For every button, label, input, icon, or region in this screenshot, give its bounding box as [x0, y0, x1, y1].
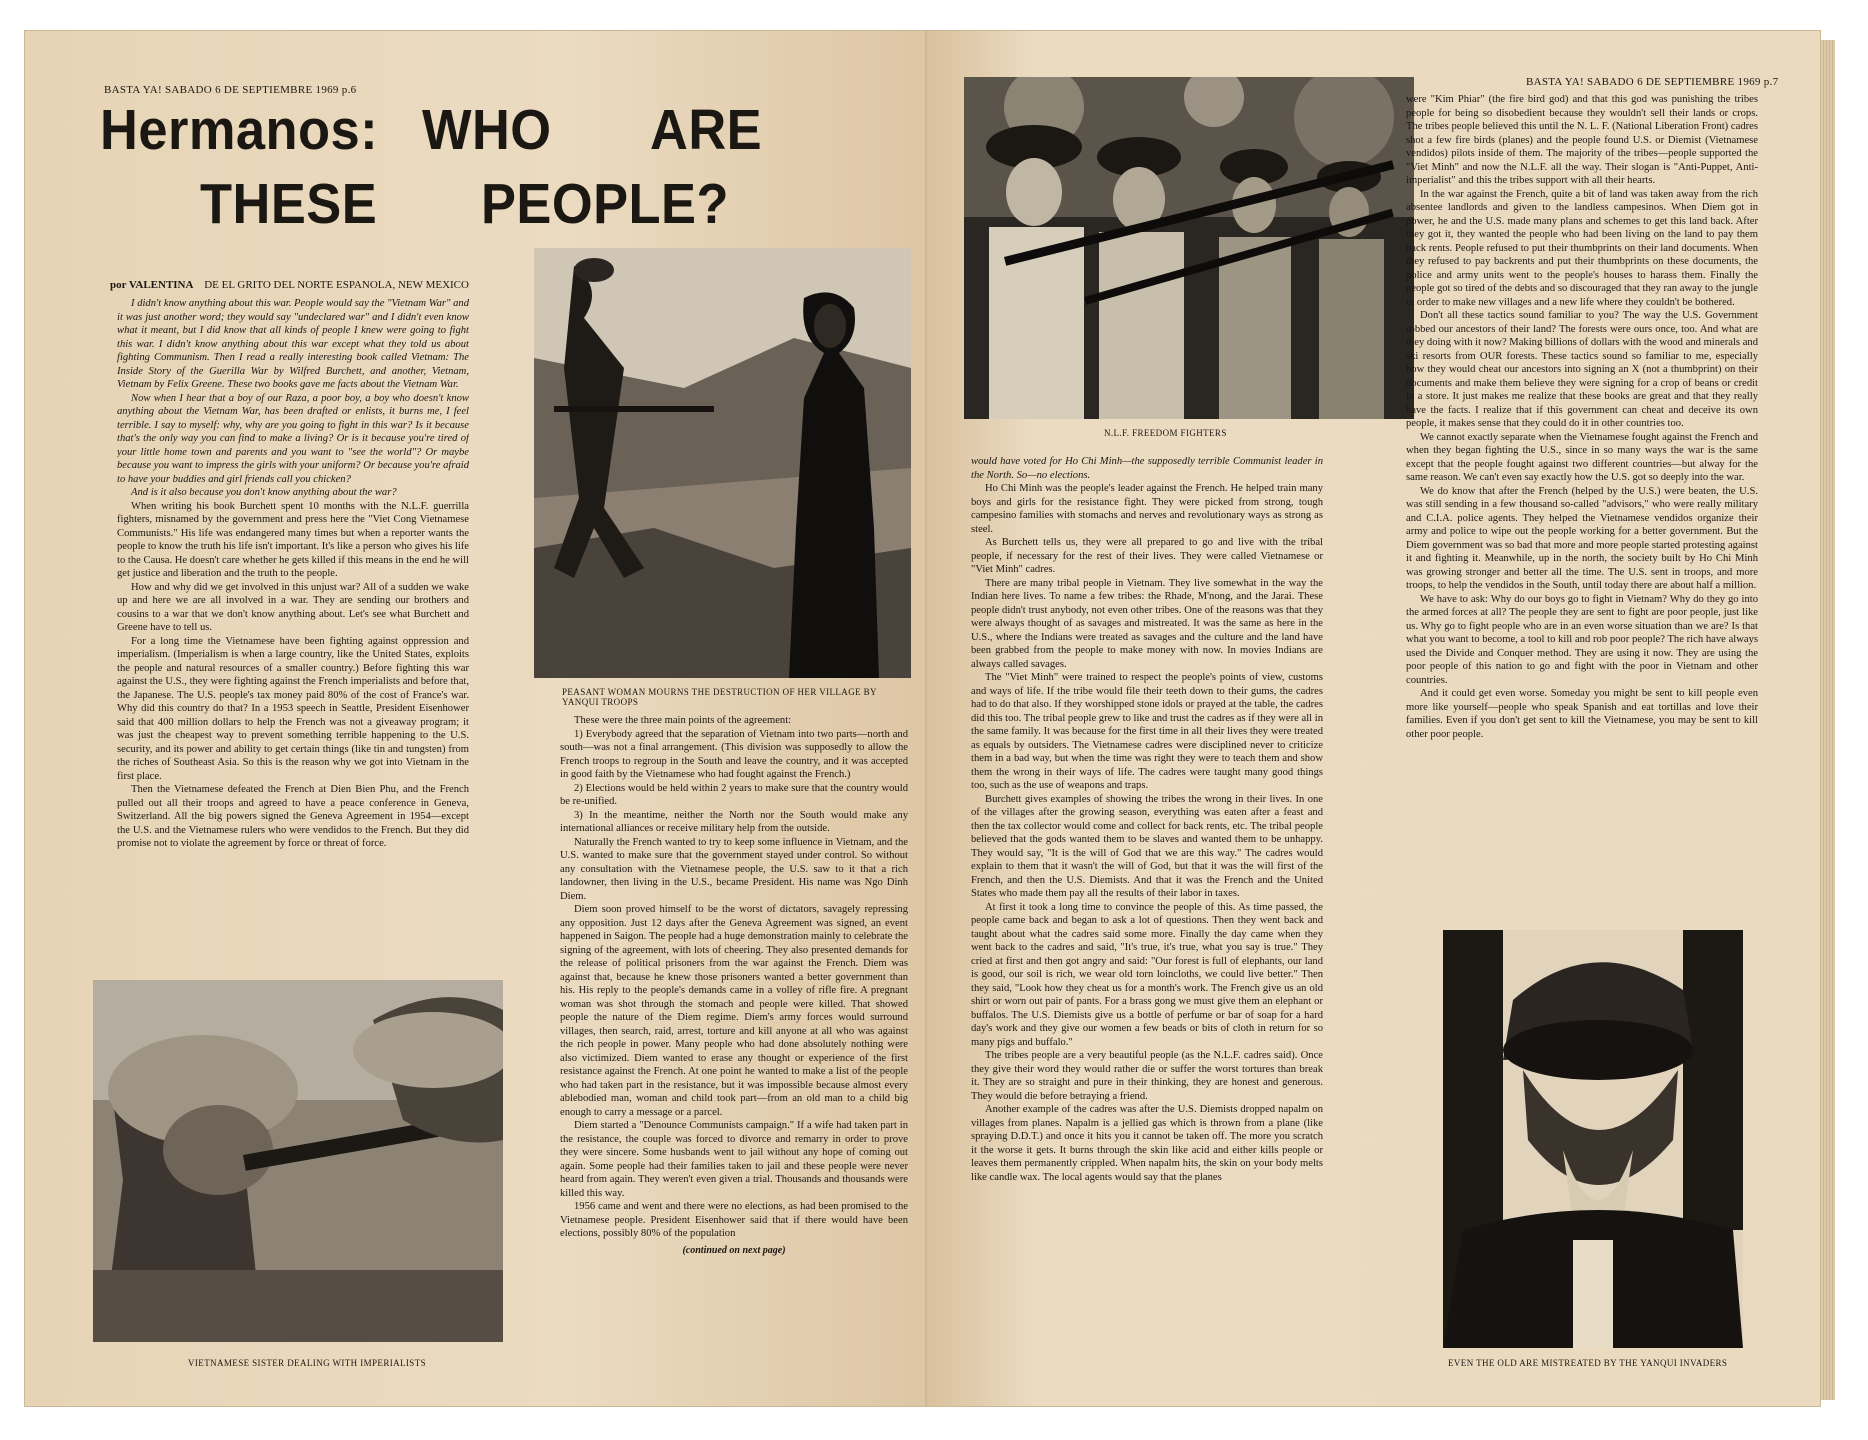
paragraph: 3) In the meantime, neither the North nor the South would make any international alliances or receive military help from the outside. [560, 809, 908, 834]
paragraph: In the war against the French, quite a bit of land was taken away from the rich absentee landlords and given to the landless campesinos. When Diem got in power, he and the U.S. made many plans and schemes to get this land back. After they got it, they wanted the people who had been living on the land to pay them back rents. People refused to put their thumbprints on their land documents. When they refused to pay backrents and put their thumbprints on these documents, the police and army units went to the people's houses to harass them. Finally the people got so tired of the debts and so discouraged that they ran away to the jungle in order to make new villages and a new life where they couldn't be bothered. [1406, 188, 1758, 308]
paragraph: Ho Chi Minh was the people's leader against the French. He helped train many boys and girls for the resistance fight. They were picked from strong, tough campesino families with stomachs and nerves and revolutionary ways as strong as steel. [971, 483, 1323, 535]
left-column-1 [117, 297, 469, 1003]
paragraph: Diem soon proved himself to be the worst of dictators, savagely repressing any opposition. Just 12 days after the Geneva Agreement was signed, an event happened in Saigon. The people had a huge demonstration mainly to celebrate the signing of the agreement, with lots of cheering. They also presented demands for the release of political prisoners from the war against the French. Diem was against that, because he knew those prisoners wanted a better government than his. His reply to the people's demands came in a volley of rifle fire. A pregnant woman was shot through the stomach and people were killed. That showed people the nature of the Diem regime. Diem's army forces would surround villages, then search, raid, arrest, torture and kill anyone at all who was against the rich people in power. Many people who had done absolutely nothing were also victimized. Diem wanted to erase any thought or experience of the first resistance against the French. At one point he wanted to make a list of the people who had taken part in the resistance, but it was impossible because almost every ablebodied man, woman and child took part—from an old man to a child big enough to carry a message or a parcel. [560, 904, 908, 1118]
photo-vietnamese-sister [93, 980, 503, 1342]
paragraph: As Burchett tells us, they were all prepared to go and live with the tribal people, if necessary for the rest of their lives. They were called Vietnamese or "Viet Minh" cadres. [971, 537, 1323, 575]
paragraph: For a long time the Vietnamese have been fighting against oppression and imperialism. (Imperialism is when a large country, like the United States, exploits the people and natural resources of a smaller country.) Before fighting this war against the U.S., they were fighting against the French imperialists and before that, the Japanese. The U.S. people's tax money paid 80% of the cost of France's war. Why did this country do that? In a 1953 speech in Seattle, President Eisenhower said that 400 million dollars to help the French was not a giveaway program; it was just the cheapest way to prevent something terrible happening to the U.S. security, and its power and ability to get certain things (like tin and tungsten) from the riches of Southeast Asia. So this is the reason why we got into Vietnam in the first place. [117, 635, 469, 782]
page-edge [1821, 40, 1835, 1400]
paragraph: We cannot exactly separate when the Vietnamese fought against the French and when they began fighting the U.S., since in so many ways the war is the same except that the people fought against two different countries—but alway for the same reason. We can't even say exactly how the U.S. got so deeply into the war. [1406, 431, 1758, 483]
headline-word-these: THESE [200, 172, 378, 236]
paragraph: were "Kim Phiar" (the fire bird god) and that this god was punishing the tribes people for being so disobedient because they wouldn't sell their lands or crops. The tribes people believed this until the N. L. F. (National Liberation Front) cadres shot a few fire birds (planes) and the people found U.S. or Diemist (Vietnamese vendidos) pilots inside of them. The majority of the tribes—people supported the "Viet Minh" and now the N.L.F. all the way. Their slogan is "Anti-Puppet, Anti-imperialist" and this the tribes support with all their hearts. [1406, 94, 1758, 186]
paragraph: 2) Elections would be held within 2 years to make sure that the country would be re-unified. [560, 782, 908, 807]
paragraph: Diem started a "Denounce Communists campaign." If a wife had taken part in the resistance, the couple was forced to divorce and remarry in order to prove they were sincere. Some husbands went to jail without any hope of coming out again. Some people had their families taken to jail and these people were never heard from again. They weren't even given a trial. Thousands and thousands were killed this way. [560, 1120, 908, 1199]
paragraph: Naturally the French wanted to try to keep some influence in Vietnam, and the U.S. wanted to make sure that the government stayed under control. So without any consultation with the Vietnamese people, the U.S. saw to it that a rich landowner, then living in the U.S., became President. His name was Ngo Dinh Diem. [560, 836, 908, 902]
headline-word-are: ARE [650, 98, 763, 162]
right-column-2 [1406, 93, 1758, 945]
left-running-head: BASTA YA! SABADO 6 DE SEPTIEMBRE 1969 p.6 [104, 84, 357, 96]
headline-word-people: PEOPLE? [481, 172, 729, 236]
headline-word-who: WHO [422, 98, 552, 162]
paragraph: There are many tribal people in Vietnam. They live somewhat in the way the Indian here lives. To name a few tribes: the Rhade, M'nong, and the Jarai. These people didn't trust anybody, not even other tribes. One of the reasons was that they were always thought of as savages and mistreated. It was the same as here in the U.S., where the Indians were treated as savages and the culture and the land have been grabbed from the people to make money with now. In movies Indians are always called savages. [971, 577, 1323, 670]
paragraph: I didn't know anything about this war. People would say the "Vietnam War" and it was just another word; they would say "undeclared war" and I didn't even know what it meant, but I did know that all kinds of people I knew were going to fight this war. I didn't know anything about this war except what they told us about fighting Communism. Then I read a really interesting book called Vietnam: The Inside Story of the Guerilla War by Wilfred Burchett, and another, Vietnam, Vietnam by Felix Greene. These two books gave me facts about the Vietnam War. [117, 298, 469, 390]
photo-vietnamese-sister-image [93, 980, 503, 1342]
paragraph: These were the three main points of the agreement: [574, 715, 792, 726]
photo-old-man [1443, 930, 1743, 1348]
right-column-1 [971, 455, 1323, 1403]
photo-nlf-freedom-fighters-image [964, 77, 1414, 419]
left-column-2 [560, 714, 908, 1409]
paragraph: Burchett gives examples of showing the tribes the wrong in their lives. In one of the villages after the growing season, everything was eaten after a feast and then the tax collector would come and collect for back rents, etc. The tribal people believed that the gods wanted them to be slaves and wanted them to be unhappy. They would say, "It is the will of God that we are this way." The cadres would explain to them that it wasn't the will of God, but that it was the will first of the French, and then the U.S. Diemists. And that it was the French and the United States who made them pay all the results of their labor in taxes. [971, 793, 1323, 899]
paragraph: Another example of the cadres was after the U.S. Diemists dropped napalm on villages from planes. Napalm is a jellied gas which is thrown from a plane (like spraying D.D.T.) and once it hits you it cannot be taken off. The more you scratch it the worse it gets. It burns through the skin like acid and either kills people or leaves them permanently crippled. When napalm hits, the skin on your body melts like candle wax. The local agents would say that the planes [971, 1104, 1323, 1183]
paragraph: We do know that after the French (helped by the U.S.) were beaten, the U.S. was still sending in a few thousand so-called "advisors," who were really military and C.I.A. police agents. They helped the Vietnamese vendidos organize their army and police to wipe out the people working for a better government. But the Diem government was so bad that more and more people started protesting against it and fighting it. Meanwhile, up in the north, the society built by Ho Chi Minh was growing stronger and better all the time. The U.S. sent in troops, and more troops, to help the vendidos in the South, until today there are about half a million. [1406, 485, 1758, 591]
byline-author: por VALENTINA [110, 279, 194, 291]
paragraph: would have voted for Ho Chi Minh—the supposedly terrible Communist leader in the North. So—no elections. [971, 456, 1323, 481]
right-running-head: BASTA YA! SABADO 6 DE SEPTIEMBRE 1969 p.7 [1526, 76, 1779, 88]
paragraph: And is it also because you don't know anything about the war? [131, 487, 397, 498]
photo-peasant-woman-image [534, 248, 911, 678]
right-page [926, 30, 1821, 1407]
caption-peasant-woman: PEASANT WOMAN MOURNS THE DESTRUCTION OF HER VILLAGE BY YANQUI TROOPS [562, 687, 877, 707]
paragraph: The tribes people are a very beautiful people (as the N.L.F. cadres said). Once they give their word they would rather die or suffer the worst tortures than break it. They are so straight and pure in their thinking, they are honest and generous. They would die before betraying a friend. [971, 1050, 1323, 1102]
caption-old-man: EVEN THE OLD ARE MISTREATED BY THE YANQUI INVADERS [1448, 1358, 1728, 1368]
photo-nlf-freedom-fighters [964, 77, 1414, 419]
caption-vietnamese-sister: VIETNAMESE SISTER DEALING WITH IMPERIALISTS [188, 1358, 427, 1368]
paragraph: The "Viet Minh" were trained to respect the people's points of view, customs and ways of life. If the tribe would file their teeth down to their gums, the cadres had to do that also. If they worshipped stone idols or prayed at the table, the cadres did this too. The tribal people grew to like and trust the cadres as if they were all in the same family. It was because for the first time in all their lives they were treated as equals by outsiders. The Vietnamese cadres were disciplined never to criticize them in a bad way, but when the time was right they were to teach them and show them the wrong in their ways of life. The cadres were taught many good things too, such as the use of weapons and traps. [971, 672, 1323, 791]
paragraph: 1) Everybody agreed that the separation of Vietnam into two parts—north and south—was not a final arrangement. (This division was supposedly to allow the French troops to regroup in the South and leave the country, and it was accepted in good faith by the Vietnamese who had fought against the French.) [560, 728, 908, 780]
paragraph: At first it took a long time to convince the people of this. As time passed, the people came back and began to ask a lot of questions. Then they went back and taught about what the cadres said some more. Finally the day came when they went back to the cadres and said, "It's true, it's true, what you say is true." They cried at first and then got angry and said: "Our forest is full of elephants, our land is good, our soil is rich, we wear old torn loincloths, we could live better." Then they said, "Look how they cheat us for a month's work. The French give us an old shirt or worn out pair of pants. For a brass gong we must give them an elephant or buffalos. The U.S. Diemists give us a bottle of perfume or bar of soap for a hard day's work and they give our women a few beads or bits of cloth in return for so many pigs and buffalo." [971, 901, 1323, 1048]
headline-word-hermanos: Hermanos: [100, 98, 379, 162]
photo-peasant-woman [534, 248, 911, 678]
byline [110, 279, 469, 291]
paragraph: And it could get even worse. Someday you might be sent to kill people even more like yourself—people who speak Spanish and eat tortillas and love their families. Even if you don't get sent to kill the Vietnamese, you may be sent to kill other poor people. [1406, 688, 1758, 740]
continued-notice: (continued on next page) [682, 1244, 786, 1256]
paragraph: When writing his book Burchett spent 10 months with the N.L.F. guerrilla fighters, misnamed by the government and press here the "Viet Cong Vietnamese Communists." His life was endangered many times but when a reporter wants the people to know the truth his life isn't important. It's like a person who gives his life to the Causa. He doesn't care whether he gets killed if this means in the end he will get justice and liberation and the truth to the people. [117, 500, 469, 579]
paragraph: How and why did we get involved in this unjust war? All of a sudden we wake up and here we are all involved in a war. They are sending our brothers and cousins to a war that we don't know anything about. Let's see what Burchett and Greene have to tell us. [117, 581, 469, 633]
byline-source: DE EL GRITO DEL NORTE ESPANOLA, NEW MEXICO [204, 279, 469, 291]
left-page [24, 30, 926, 1407]
paragraph: Now when I hear that a boy of our Raza, a poor boy, a boy who doesn't know anything about the Vietnam War, has been drafted or enlists, it burns me, I feel terrible. I say to myself: why, why are you going to fight in this war? Is it because that's the only way you can find to make a living? Or is it because you're tired of your little home town and parents and you want to "see the world"? Or maybe because you want to impress the girls with your uniform? Or because you're afraid to have your buddies and girl friends call you chicken? [117, 392, 469, 485]
paragraph: 1956 came and went and there were no elections, as had been promised to the Vietnamese people. President Eisenhower said that if there would have been elections, possibly 80% of the population [560, 1201, 908, 1239]
paragraph: Then the Vietnamese defeated the French at Dien Bien Phu, and the French pulled out all their troops and agreed to have a peace conference in Geneva, Switzerland. All the big powers signed the Geneva Agreement in 1954—except the U.S. and the Vietnamese rulers who were vendidos to the French. But they did promise not to violate the agreement by force or threat of force. [117, 784, 469, 849]
caption-nlf-freedom-fighters: N.L.F. FREEDOM FIGHTERS [1104, 428, 1227, 438]
paragraph: We have to ask: Why do our boys go to fight in Vietnam? Why do they go into the armed forces at all? The people they are sent to fight are poor people, just like us. Why go to fight people who are in an even worse situation than we are? Is that what you want to become, a tool to kill and rob poor people? The rich have always used the Divide and Conquer method. They are using it now. They are using the poor people of this nation to go and fight with the poor in Vietnam and other countries. [1406, 593, 1758, 686]
paragraph: Don't all these tactics sound familiar to you? The way the U.S. Government robbed our ancestors of their land? The forests were ours once, too. And what are they doing with it now? Making billions of dollars with the wood and minerals and ski resorts from OUR forests. These tactics sound so familiar to me, especially how they would cheat our ancestors into signing an X (not a thumbprint) on their documents and make them believe they were signing for a crop of beans or credit in a store. It just makes me realize that these books are great and that they really have the facts. I realize that if this government can cheat and deceive its own people, it makes sense that they could do it in other countries too. [1406, 310, 1758, 429]
photo-old-man-image [1443, 930, 1743, 1348]
